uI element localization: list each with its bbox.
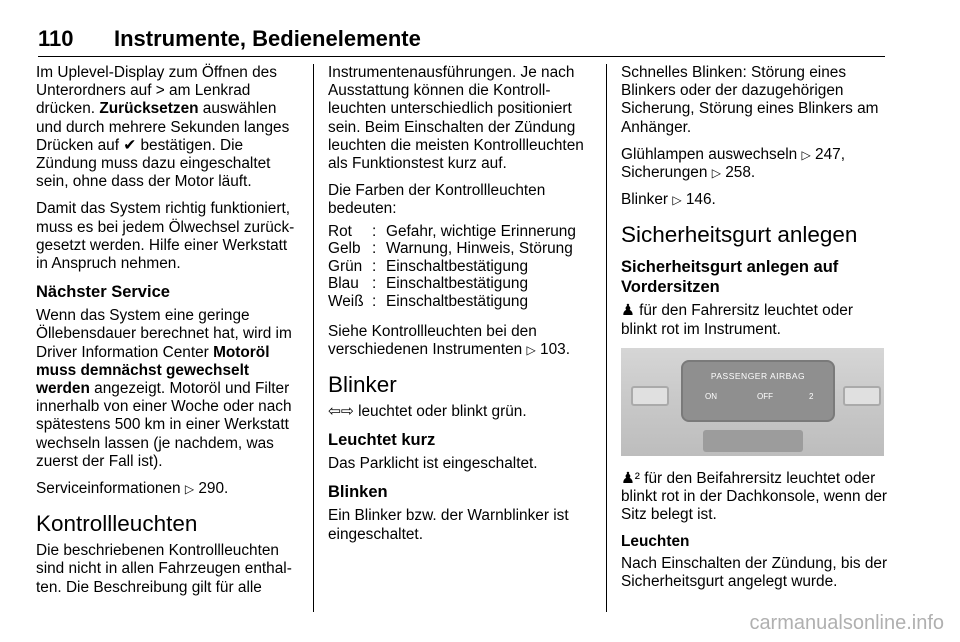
paragraph: ♟² für den Beifahrersitz leuchtet oder blinkt rot in der Dachkonsole, wenn der Sitz belegt ist.: [621, 469, 888, 524]
paragraph: Nach Einschalten der Zündung, bis der Sicherheitsgurt angelegt wurde.: [621, 554, 888, 590]
chapter-heading: Sicherheitsgurt anlegen: [621, 222, 858, 248]
watermark: carmanualsonline.info: [749, 612, 944, 634]
airbag-off-text: OFF: [757, 391, 773, 401]
page-reference[interactable]: 146.: [685, 191, 716, 209]
page-reference[interactable]: 247,: [815, 145, 846, 163]
reading-lamp-left: [631, 386, 669, 406]
paragraph: Das Parklicht ist eingeschaltet.: [328, 455, 538, 473]
passenger-seatbelt-icon: ♟²: [621, 469, 640, 487]
paragraph: ⇦⇨ leuchtet oder blinkt grün.: [328, 403, 527, 420]
paragraph: Wenn das System eine geringe Öllebensdauer berechnet hat, wird im Driver Information Center Motoröl muss demnächst gewechselt werden angezeigt. Motoröl und Filter innerhalb von einer Woche oder nach spätestens 500 km in einer Werkstatt wechseln lassen (je nachdem, was zuerst der Fall ist).: [36, 307, 292, 470]
chapter-heading: Kontrollleuchten: [36, 511, 198, 537]
table-row: Grün : Einschaltbestätigung: [328, 257, 529, 275]
seatbelt-icon: ♟: [621, 302, 635, 320]
section-heading: Leuchtet kurz: [328, 431, 436, 450]
table-row: Rot : Gefahr, wichtige Erinnerung: [328, 222, 576, 240]
column-divider: [313, 64, 314, 612]
paragraph: Ein Blinker bzw. der Warnblinker ist eingeschaltet.: [328, 507, 569, 543]
paragraph: Schnelles Blinken: Störung eines Blinkers oder der dazugehörigen Sicherung, Störung eines Blinkers am Anhänger.: [621, 64, 879, 136]
table-row: Gelb : Warnung, Hinweis, Störung: [328, 240, 573, 258]
page-ref-icon: ▷: [526, 342, 536, 357]
paragraph: Serviceinformationen ▷ 290.: [36, 480, 229, 498]
panel-label: PASSENGER AIRBAG: [710, 370, 806, 381]
paragraph: Die beschriebenen Kontrollleuchten sind nicht in allen Fahrzeugen enthal-ten. Die Beschreibung gilt für alle: [36, 542, 292, 596]
column-2: [328, 64, 592, 553]
column-1: [36, 64, 302, 606]
paragraph: Instrumentenausführungen. Je nach Ausstattung können die Kontroll-leuchten unterschiedlich positioniert sein. Beim Einschalten der Zündung leuchten die meisten Kontrollleuchten als Funktionstest kurz auf.: [328, 64, 584, 173]
chapter-heading: Blinker: [328, 372, 397, 397]
airbag-on-text: ON: [705, 391, 717, 401]
page-header: [38, 26, 885, 57]
section-heading: Blinken: [328, 483, 388, 502]
page-reference[interactable]: 290.: [198, 480, 229, 498]
column-3: [621, 64, 889, 600]
paragraph: ♟ für den Fahrersitz leuchtet oder blinkt rot im Instrument.: [621, 302, 853, 338]
table-row: Weiß : Einschaltbestätigung: [328, 293, 529, 310]
overhead-console: [703, 430, 803, 452]
table-row: Blau : Einschaltbestätigung: [328, 275, 529, 293]
turn-signal-icon: ⇦⇨: [328, 403, 354, 420]
page-number: 110: [38, 26, 74, 51]
paragraph: Siehe Kontrollleuchten bei den verschiedenen Instrumenten ▷ 103.: [328, 322, 570, 358]
page-ref-icon: ▷: [801, 147, 811, 162]
color-table: [328, 223, 576, 311]
page-reference[interactable]: 103.: [540, 340, 570, 358]
section-heading: Nächster Service: [36, 283, 170, 302]
page-ref-icon: ▷: [672, 193, 682, 208]
chapter-title: Instrumente, Bedienelemente: [114, 26, 421, 51]
paragraph: Im Uplevel-Display zum Öffnen des Unterordners auf > am Lenkrad drücken. Zurücksetzen auswählen und durch mehrere Sekunden langes Drücken auf ✔ bestätigen. Die Zündung muss dazu eingeschaltet sein, ohne dass der Motor läuft.: [36, 64, 290, 191]
column-divider: [606, 64, 607, 612]
passenger-seatbelt-number: 2: [809, 391, 814, 401]
page-ref-icon: ▷: [711, 166, 721, 181]
chevron-right-icon: >: [155, 82, 165, 100]
page-ref-icon: ▷: [184, 482, 195, 497]
paragraph: Blinker ▷ 146.: [621, 191, 716, 209]
subsection-heading: Leuchten: [621, 533, 690, 551]
check-icon: ✔: [123, 136, 137, 154]
reading-lamp-right: [843, 386, 881, 406]
paragraph: Die Farben der Kontrollleuchten bedeuten:: [328, 182, 546, 218]
section-heading: Sicherheitsgurt anlegen auf Vordersitzen: [621, 258, 839, 297]
page-reference[interactable]: 258.: [725, 164, 756, 182]
paragraph: Damit das System richtig funktioniert, muss es bei jedem Ölwechsel zurück-gesetzt werden. Hilfe einer Werkstatt in Anspruch nehmen.: [36, 200, 295, 273]
airbag-panel-photo: [621, 348, 884, 456]
passenger-airbag-panel: [681, 360, 835, 422]
paragraph: Glühlampen auswechseln ▷ 247, Sicherungen ▷ 258.: [621, 145, 846, 182]
